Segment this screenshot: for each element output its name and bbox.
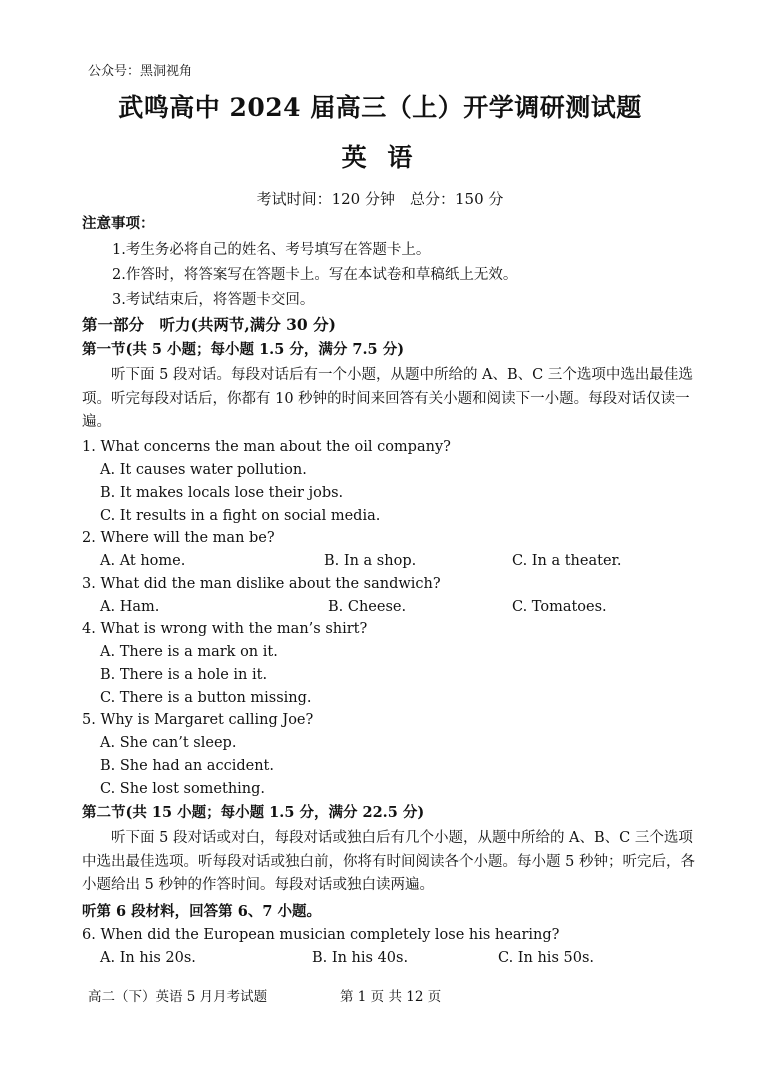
section1-heading: 第一节(共 5 小题；每小题 1.5 分，满分 7.5 分) [82,341,405,358]
question-stem: 1. What concerns the man about the oil company? [82,439,451,455]
notice-heading: 注意事项： [82,215,155,232]
header-note: 公众号：黑洞视角 [88,64,193,79]
question-option: A. She can’t sleep. [100,735,237,751]
exam-title: 武鸣高中 2024 届高三（上）开学调研测试题 [118,93,642,122]
question-option: C. She lost something. [100,781,266,797]
question-option: A. In his 20s. [100,950,196,966]
question-option: C. Tomatoes. [512,599,607,615]
question-option: C. There is a button missing. [100,690,312,706]
footer-page-number: 第 1 页 共 12 页 [340,989,442,1005]
question-option: A. Ham. [100,599,160,615]
question-option: B. There is a hole in it. [100,667,268,683]
question-option: A. It causes water pollution. [100,462,307,478]
question-option: C. In his 50s. [498,950,594,966]
question-option: A. There is a mark on it. [100,644,278,660]
question-stem: 5. Why is Margaret calling Joe? [82,712,314,728]
footer-exam-name: 高二（下）英语 5 月月考试题 [88,989,268,1005]
question-option: B. In his 40s. [312,950,409,966]
notice-item: 3.考试结束后，将答题卡交回。 [112,292,315,308]
section2-heading: 第二节(共 15 小题；每小题 1.5 分，满分 22.5 分) [82,804,425,821]
material-heading: 听第 6 段材料，回答第 6、7 小题。 [82,903,321,920]
question-option: C. It results in a fight on social media. [100,508,381,524]
exam-info: 考试时间：120 分钟 总分：150 分 [256,190,504,208]
question-stem: 2. Where will the man be? [82,530,275,546]
part1-heading: 第一部分 听力(共两节,满分 30 分) [82,315,336,334]
question-option: C. In a theater. [512,553,622,569]
question-stem: 4. What is wrong with the man’s shirt? [82,621,368,637]
subject-title: 英 语 [341,143,419,172]
section2-instructions: 听下面 5 段对话或对白，每段对话或独白后有几个小题，从题中所给的 A、B、C 三个选项中选出最佳选项。听每段对话或独白前，你将有时间阅读各个小题。每小题 5 秒钟；听完后，各小题给出 5 秒钟的作答时间。每段对话或独白读两遍。 [82,830,695,893]
section1-instructions: 听下面 5 段对话。每段对话后有一个小题，从题中所给的 A、B、C 三个选项中选出最佳选项。听完每段对话后，你都有 10 秒钟的时间来回答有关小题和阅读下一小题。每段对话仅读一遍。 [82,367,693,430]
question-option: B. In a shop. [324,553,417,569]
question-option: A. At home. [100,553,186,569]
notice-item: 1.考生务必将自己的姓名、考号填写在答题卡上。 [112,242,431,258]
question-stem: 6. When did the European musician completely lose his hearing? [82,927,560,943]
question-option: B. It makes locals lose their jobs. [100,485,344,501]
question-stem: 3. What did the man dislike about the sandwich? [82,576,441,592]
question-option: B. Cheese. [328,599,407,615]
question-option: B. She had an accident. [100,758,274,774]
notice-item: 2.作答时，将答案写在答题卡上。写在本试卷和草稿纸上无效。 [112,267,518,283]
